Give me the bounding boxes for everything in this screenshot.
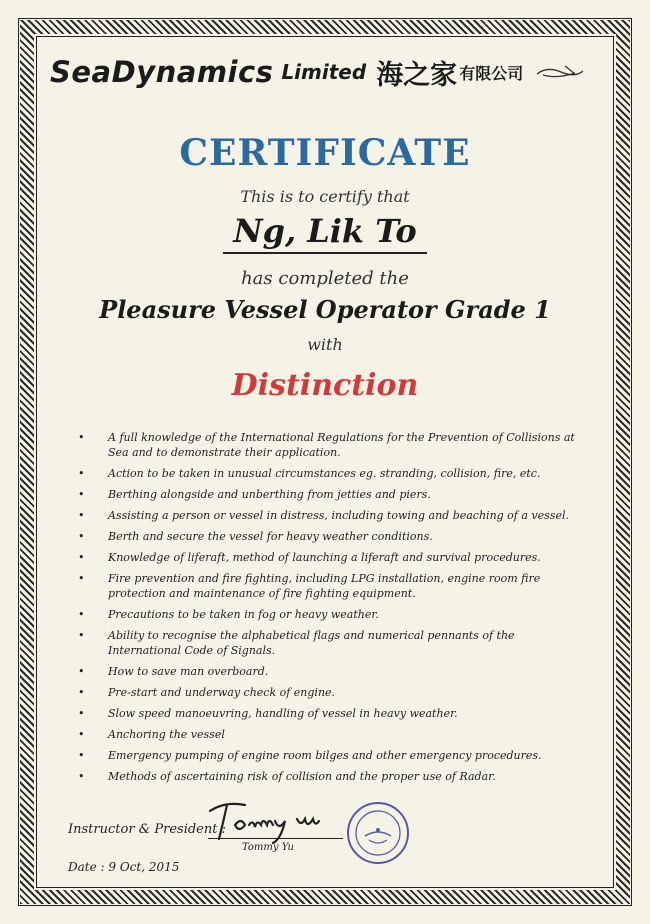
list-item: • Slow speed manoeuvring, handling of vessel in heavy weather.: [78, 706, 578, 721]
boat-line-icon: [535, 62, 585, 82]
recipient-wrapper: [0, 212, 650, 254]
brand-suffix: Limited: [281, 60, 367, 84]
grade-distinction: Distinction: [231, 368, 419, 403]
list-item: • Knowledge of liferaft, method of launching a liferaft and survival procedures.: [78, 550, 578, 565]
list-item: • Fire prevention and fire fighting, including LPG installation, engine room fire protection and maintenance of fire fighting equipment.: [78, 571, 578, 601]
signature-line: [208, 838, 343, 839]
list-item: • Anchoring the vessel: [78, 727, 578, 742]
list-item: • How to save man overboard.: [78, 664, 578, 679]
recipient-name: Ng, Lik To: [223, 212, 426, 254]
completed-text: has completed the: [241, 268, 409, 289]
brand-name: SeaDynamics: [50, 55, 274, 89]
list-item: • Action to be taken in unusual circumstances eg. stranding, collision, fire, etc.: [78, 466, 578, 481]
competency-list: [78, 430, 578, 790]
list-item: • Pre-start and underway check of engine.: [78, 685, 578, 700]
list-item: • Assisting a person or vessel in distress, including towing and beaching of a vessel.: [78, 508, 578, 523]
certify-text: This is to certify that: [240, 187, 410, 206]
list-item: • Methods of ascertaining risk of collision and the proper use of Radar.: [78, 769, 578, 784]
company-seal-stamp: [345, 800, 411, 866]
issue-date: Date : 9 Oct, 2015: [68, 860, 180, 874]
signatory-name: Tommy Yu: [242, 842, 294, 853]
with-text: with: [307, 335, 343, 354]
list-item: • A full knowledge of the International Regulations for the Prevention of Collisions at Sea and to demonstrate their application.: [78, 430, 578, 460]
list-item: • Berth and secure the vessel for heavy weather conditions.: [78, 529, 578, 544]
list-item: • Berthing alongside and unberthing from jetties and piers.: [78, 487, 578, 502]
brand-name-chinese: 海之家: [376, 59, 458, 91]
list-item: • Ability to recognise the alphabetical flags and numerical pennants of the International Code of Signals.: [78, 628, 578, 658]
signatory-label: Instructor & President :: [68, 822, 226, 837]
brand-suffix-chinese: 有限公司: [459, 63, 524, 83]
list-item: • Emergency pumping of engine room bilges and other emergency procedures.: [78, 748, 578, 763]
company-header: [50, 52, 610, 92]
course-name: Pleasure Vessel Operator Grade 1: [99, 295, 551, 324]
list-item: • Precautions to be taken in fog or heavy weather.: [78, 607, 578, 622]
certificate-title: CERTIFICATE: [179, 132, 471, 174]
